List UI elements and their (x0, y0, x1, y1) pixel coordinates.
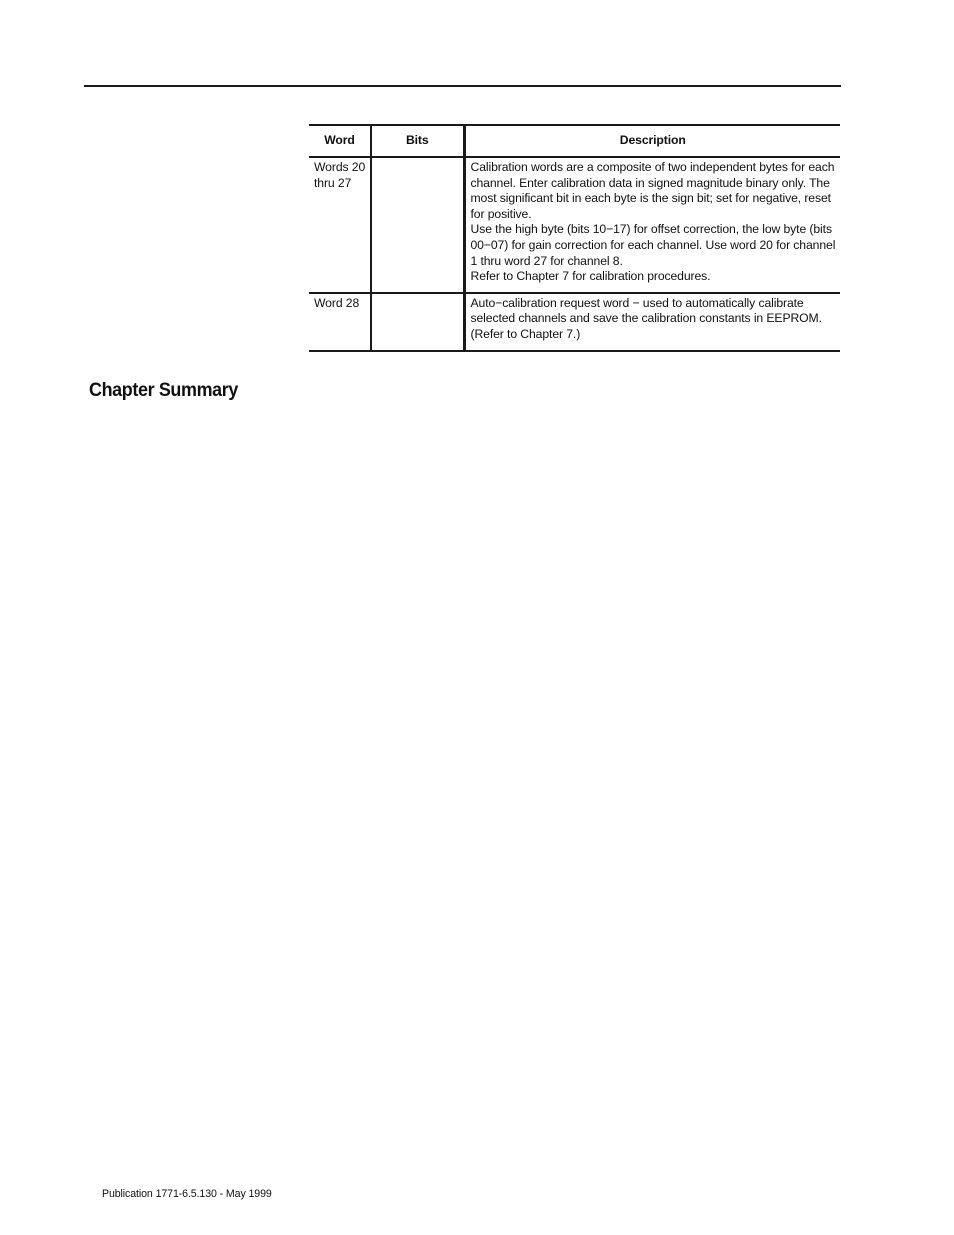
row-bits-cell (371, 157, 464, 293)
row-word-cell: Words 20 thru 27 (314, 160, 366, 190)
row-description-cell (464, 293, 840, 351)
publication-footer: Publication 1771-6.5.130 - May 1999 (102, 1188, 272, 1200)
description-paragraph: Refer to Chapter 7 for calibration procedures. (470, 269, 711, 284)
row-bits-cell (371, 293, 464, 351)
description-paragraph: Auto−calibration request word − used to automatically calibrate selected channels and save the calibration constants in EEPROM. (Refer to Chapter 7.) (470, 295, 822, 341)
description-paragraph: Calibration words are a composite of two independent bytes for each channel. Enter calibration data in signed magnitude binary only. The most significant bit in each byte is the sign bit; set for negative, reset for positive. (470, 160, 835, 221)
header-rule (84, 85, 841, 87)
column-header-description: Description (464, 125, 840, 157)
column-header-word: Word (324, 133, 355, 148)
table-row (309, 293, 840, 351)
row-word-cell: Word 28 (314, 295, 360, 310)
table-row (309, 157, 840, 293)
calibration-words-table (309, 124, 840, 352)
column-header-bits: Bits (371, 125, 464, 157)
description-paragraph: Use the high byte (bits 10−17) for offset correction, the low byte (bits 00−07) for gain correction for each channel. Use word 20 for channel 1 thru word 27 for channel 8. (470, 222, 836, 268)
table-header-row (309, 125, 840, 157)
section-heading: Chapter Summary (89, 379, 239, 401)
row-description-cell (464, 157, 840, 293)
